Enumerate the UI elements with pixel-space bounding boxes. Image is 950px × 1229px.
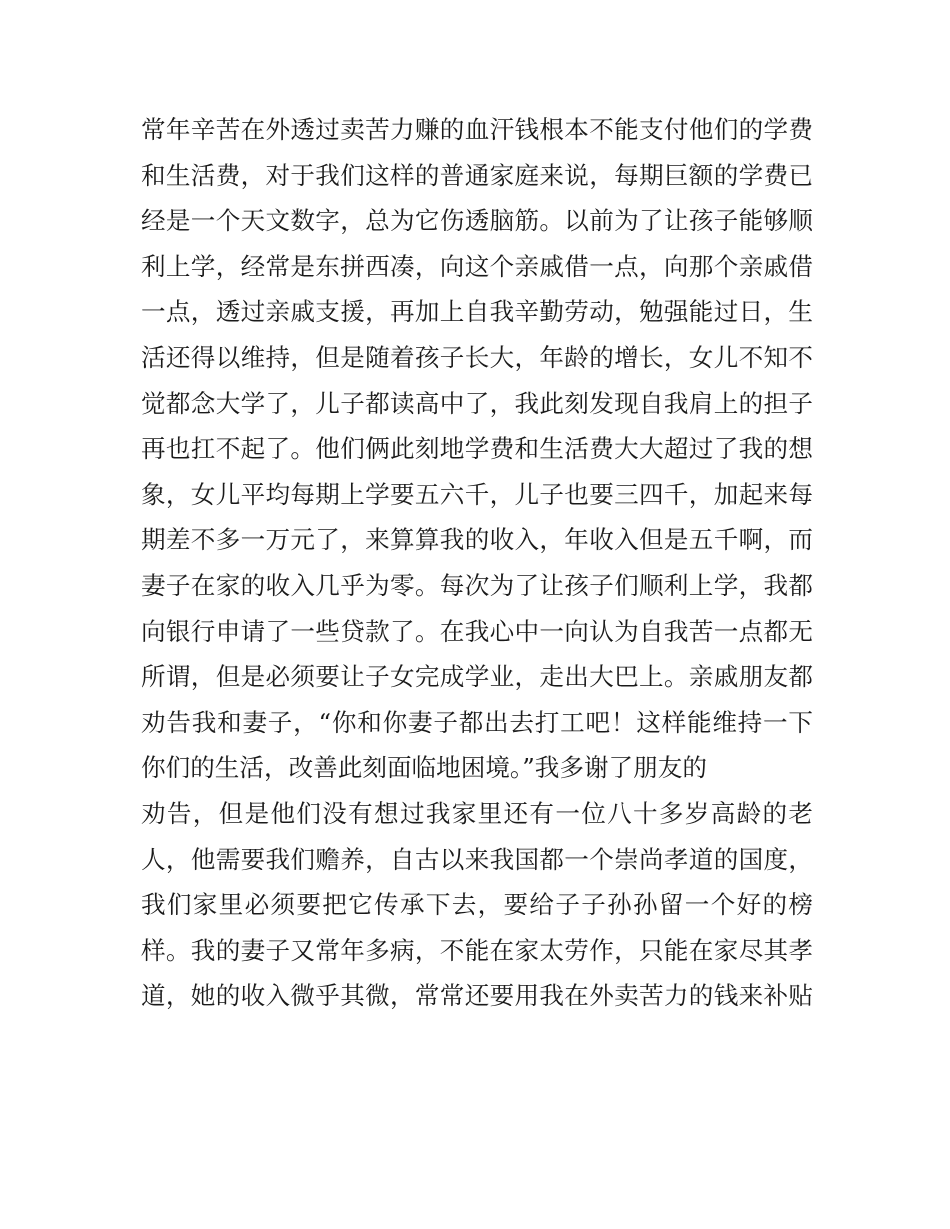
text-line: 所谓，但是必须要让子女完成学业，走出大巴上。亲戚朋友都	[141, 662, 813, 692]
text-line: 象，女儿平均每期上学要五六千，儿子也要三四千，加起来每	[141, 479, 813, 509]
text-line: 利上学，经常是东拼西凑，向这个亲戚借一点，向那个亲戚借	[141, 251, 813, 281]
text-line: 期差不多一万元了，来算算我的收入，年收入但是五千啊，而	[141, 525, 813, 555]
text-line: 向银行申请了一些贷款了。在我心中一向认为自我苦一点都无	[141, 616, 813, 646]
text-line: 你们的生活，改善此刻面临地困境。”我多谢了朋友的	[141, 753, 707, 783]
text-line: 常年辛苦在外透过卖苦力赚的血汗钱根本不能支付他们的学费	[141, 115, 813, 144]
text-line: 人，他需要我们赡养，自古以来我国都一个崇尚孝道的国度，	[141, 844, 813, 874]
text-line: 我们家里必须要把它传承下去，要给子子孙孙留一个好的榜	[141, 890, 813, 920]
text-line: 活还得以维持，但是随着孩子长大，年龄的增长，女儿不知不	[141, 342, 813, 372]
text-line: 劝告，但是他们没有想过我家里还有一位八十多岁高龄的老	[141, 798, 813, 828]
text-line: 和生活费，对于我们这样的普通家庭来说，每期巨额的学费已	[141, 160, 813, 190]
text-line: 样。我的妻子又常年多病，不能在家太劳作，只能在家尽其孝	[141, 935, 813, 965]
text-line: 再也扛不起了。他们俩此刻地学费和生活费大大超过了我的想	[141, 434, 813, 464]
text-line: 妻子在家的收入几乎为零。每次为了让孩子们顺利上学，我都	[141, 570, 813, 600]
text-line: 道，她的收入微乎其微，常常还要用我在外卖苦力的钱来补贴	[141, 981, 813, 1011]
text-line: 觉都念大学了，儿子都读高中了，我此刻发现自我肩上的担子	[141, 388, 813, 418]
text-line: 劝告我和妻子，“你和你妻子都出去打工吧！这样能维持一下	[141, 707, 813, 737]
text-line: 经是一个天文数字，总为它伤透脑筋。以前为了让孩子能够顺	[141, 206, 813, 236]
body-text	[141, 107, 813, 1019]
text-line: 一点，透过亲戚支援，再加上自我辛勤劳动，勉强能过日，生	[141, 297, 813, 327]
